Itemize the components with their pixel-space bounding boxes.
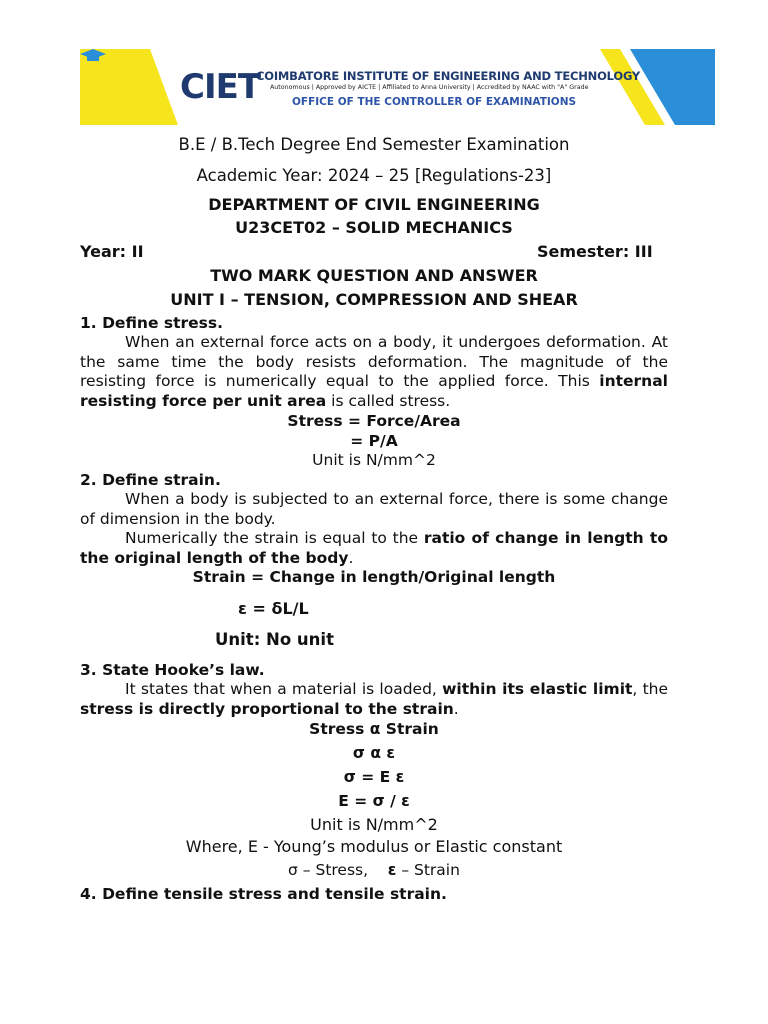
q3-formula-1: Stress α Strain [309,720,439,738]
department: DEPARTMENT OF CIVIL ENGINEERING [208,195,540,214]
q1-formula-2: = P/A [350,432,398,450]
q3-unit: Unit is N/mm^2 [310,815,438,834]
q1-unit: Unit is N/mm^2 [312,451,436,469]
q1-heading: 1. Define stress. [80,314,224,332]
q3-answer: It states that when a material is loaded, within its elastic limit, the stress is directly proportional to the strain. [80,680,669,718]
q3-formula-3: σ = E ε [343,768,405,786]
q3-symbols: σ – Stress, ε – Strain [288,861,460,879]
q2-answer-2: Numerically the strain is equal to the ratio of change in length to the original length of the body. [80,529,668,567]
q1-formula-1: Stress = Force/Area [287,412,461,430]
exam-title: B.E / B.Tech Degree End Semester Examination [178,135,570,154]
q3-formula-4: E = σ / ε [338,792,410,810]
q3-where: Where, E - Young’s modulus or Elastic constant [185,837,563,856]
q3-formula-2: σ α ε [352,744,396,762]
q2-unit: Unit: No unit [215,630,334,649]
q4-heading: 4. Define tensile stress and tensile strain. [80,885,447,903]
graduation-cap-icon [80,49,106,63]
semester-label: Semester: III [537,242,653,261]
course-title: U23CET02 – SOLID MECHANICS [235,218,513,237]
unit-title: UNIT I – TENSION, COMPRESSION AND SHEAR [170,290,578,309]
q1-answer: When an external force acts on a body, it undergoes deformation. At the same time the body resists deformation. The magnitude of the resisting force is numerically equal to the applied force. This internal resisting force per unit area is called stress. [80,333,668,410]
doc-title: TWO MARK QUESTION AND ANSWER [210,266,538,285]
q2-heading: 2. Define strain. [80,471,221,489]
academic-year: Academic Year: 2024 – 25 [Regulations-23] [196,166,552,185]
q2-formula-1: Strain = Change in length/Original length [192,568,556,586]
year-label: Year: II [80,242,144,261]
office-name: OFFICE OF THE CONTROLLER OF EXAMINATIONS [292,96,577,108]
q2-answer-1: When a body is subjected to an external force, there is some change of dimension in the body. [80,490,668,528]
logo: CIET [180,67,261,107]
header-banner [80,49,715,125]
q2-formula-2: ε = δL/L [238,599,309,618]
q3-heading: 3. State Hooke’s law. [80,661,265,679]
org-name: COIMBATORE INSTITUTE OF ENGINEERING AND TECHNOLOGY [256,69,641,83]
org-subtitle: Autonomous | Approved by AICTE | Affiliated to Anna University | Accredited by NAAC with "A" Grade [270,84,589,91]
